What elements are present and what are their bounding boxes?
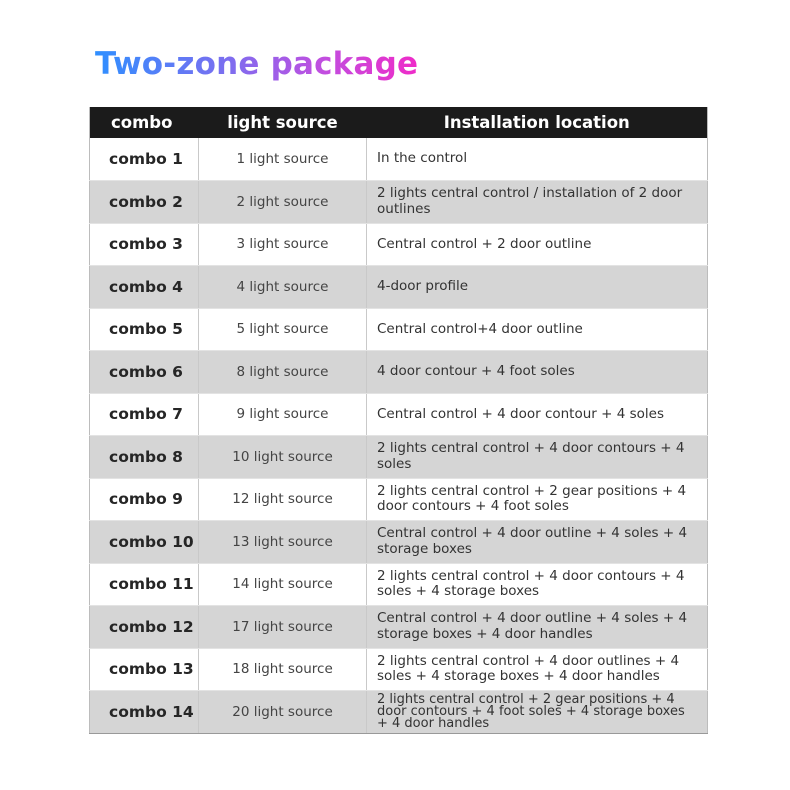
combo-cell: combo 11 <box>90 563 199 606</box>
location-cell: Central control + 4 door outline + 4 soles + 4 storage boxes + 4 door handles <box>367 606 708 649</box>
location-cell: Central control+4 door outline <box>367 308 708 351</box>
table-row <box>90 691 708 734</box>
location-cell: Central control + 2 door outline <box>367 223 708 266</box>
table-row <box>90 436 708 479</box>
table-body <box>90 138 708 733</box>
location-cell: In the control <box>367 138 708 181</box>
combo-cell: combo 9 <box>90 478 199 521</box>
light-source-cell: 3 light source <box>199 223 367 266</box>
combo-cell: combo 1 <box>90 138 199 181</box>
table-row <box>90 223 708 266</box>
light-source-cell: 9 light source <box>199 393 367 436</box>
combo-cell: combo 4 <box>90 266 199 309</box>
combo-cell: combo 2 <box>90 181 199 224</box>
location-cell: 2 lights central control / installation of 2 door outlines <box>367 181 708 224</box>
combo-cell: combo 5 <box>90 308 199 351</box>
table-row <box>90 308 708 351</box>
location-cell: 2 lights central control + 4 door contours + 4 soles <box>367 436 708 479</box>
light-source-cell: 12 light source <box>199 478 367 521</box>
combo-cell: combo 7 <box>90 393 199 436</box>
header-light-source: light source <box>199 107 367 138</box>
page-title: Two-zone package <box>95 46 419 82</box>
table-row <box>90 563 708 606</box>
header-combo: combo <box>90 107 199 138</box>
light-source-cell: 8 light source <box>199 351 367 394</box>
table-row <box>90 521 708 564</box>
light-source-cell: 4 light source <box>199 266 367 309</box>
light-source-cell: 10 light source <box>199 436 367 479</box>
location-cell: 4-door profile <box>367 266 708 309</box>
combo-cell: combo 13 <box>90 648 199 691</box>
location-cell: Central control + 4 door outline + 4 soles + 4 storage boxes <box>367 521 708 564</box>
table-row <box>90 606 708 649</box>
location-cell: 2 lights central control + 4 door outlines + 4 soles + 4 storage boxes + 4 door handles <box>367 648 708 691</box>
location-cell: Central control + 4 door contour + 4 soles <box>367 393 708 436</box>
combo-cell: combo 14 <box>90 691 199 734</box>
combo-cell: combo 10 <box>90 521 199 564</box>
location-cell: 2 lights central control + 2 gear positions + 4 door contours + 4 foot soles + 4 storage boxes + 4 door handles <box>367 691 708 734</box>
table-row <box>90 478 708 521</box>
combo-cell: combo 6 <box>90 351 199 394</box>
table-row <box>90 138 708 181</box>
light-source-cell: 2 light source <box>199 181 367 224</box>
light-source-cell: 18 light source <box>199 648 367 691</box>
package-table <box>89 107 708 734</box>
light-source-cell: 1 light source <box>199 138 367 181</box>
table-row <box>90 351 708 394</box>
location-cell: 2 lights central control + 4 door contours + 4 soles + 4 storage boxes <box>367 563 708 606</box>
table-row <box>90 266 708 309</box>
light-source-cell: 13 light source <box>199 521 367 564</box>
table-header <box>90 107 708 138</box>
location-cell: 4 door contour + 4 foot soles <box>367 351 708 394</box>
table-row <box>90 181 708 224</box>
combo-cell: combo 3 <box>90 223 199 266</box>
combo-cell: combo 8 <box>90 436 199 479</box>
location-cell: 2 lights central control + 2 gear positions + 4 door contours + 4 foot soles <box>367 478 708 521</box>
table-row <box>90 393 708 436</box>
table-row <box>90 648 708 691</box>
light-source-cell: 20 light source <box>199 691 367 734</box>
light-source-cell: 5 light source <box>199 308 367 351</box>
combo-cell: combo 12 <box>90 606 199 649</box>
header-installation-location: Installation location <box>367 107 708 138</box>
light-source-cell: 17 light source <box>199 606 367 649</box>
light-source-cell: 14 light source <box>199 563 367 606</box>
